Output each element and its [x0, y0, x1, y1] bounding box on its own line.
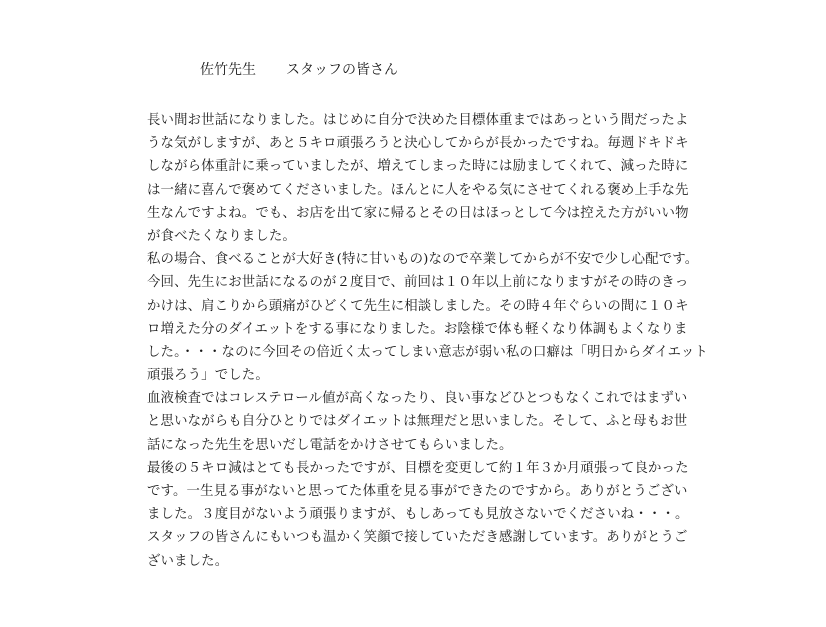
letter-line: かけは、肩こりから頭痛がひどくて先生に相談しました。その時４年ぐらいの間に１０キ: [147, 298, 689, 314]
letter-line: 生なんですよね。でも、お店を出て家に帰るとその日はほっとして今は控えた方がいい物: [147, 205, 689, 221]
salutation-teacher: 佐竹先生: [200, 62, 256, 78]
letter-line: うな気がしますが、あと５キロ頑張ろうと決心してからが長かったですね。毎週ドキドキ: [147, 136, 689, 152]
letter-body: [147, 109, 717, 573]
salutation: [200, 60, 398, 80]
salutation-staff: スタッフの皆さん: [286, 62, 398, 78]
letter-line: 血液検査ではコレステロール値が高くなったり、良い事などひとつもなくこれではまずい: [147, 391, 688, 407]
letter-line: ロ増えた分のダイエットをする事になりました。お陰様で体も軽くなり体調もよくなりま: [147, 321, 688, 337]
letter-line: 話になった先生を思いだし電話をかけさせてもらいました。: [147, 437, 513, 453]
letter-line: 最後の５キロ減はとても長かったですが、目標を変更して約１年３か月頑張って良かった: [147, 460, 689, 476]
letter-line: ました。３度目がないよう頑張りますが、もしあっても見放さないでくださいね・・・。: [147, 507, 689, 523]
letter-line: が食べたくなりました。: [147, 228, 296, 244]
letter-line: 私の場合、食べることが大好き(特に甘いもの)なので卒業してからが不安で少し心配です。: [147, 252, 699, 268]
letter-line: 長い間お世話になりました。はじめに自分で決めた目標体重まではあっという間だったよ: [147, 113, 689, 128]
letter-line: 頑張ろう」でした。: [147, 368, 269, 384]
letter-line: は一緒に喜んで褒めてくださいました。ほんとに人をやる気にさせてくれる褒め上手な先: [147, 182, 689, 198]
letter-line: しながら体重計に乗っていましたが、増えてしまった時には励ましてくれて、減った時に: [147, 159, 689, 175]
letter-line: ざいました。: [147, 553, 229, 569]
letter-line: と思いながらも自分ひとりではダイエットは無理だと思いました。そして、ふと母もお世: [147, 414, 688, 430]
letter-line: した。・・・なのに今回その倍近く太ってしまい意志が弱い私の口癖は「明日からダイエット: [147, 344, 708, 360]
letter-line: スタッフの皆さんにもいつも温かく笑顔で接していただき感謝しています。ありがとうご: [147, 530, 688, 546]
letter-line: です。一生見る事がないと思ってた体重を見る事ができたのですから。ありがとうござい: [147, 484, 688, 499]
letter-line: 今回、先生にお世話になるのが２度目で、前回は１０年以上前になりますがその時のきっ: [147, 275, 689, 291]
